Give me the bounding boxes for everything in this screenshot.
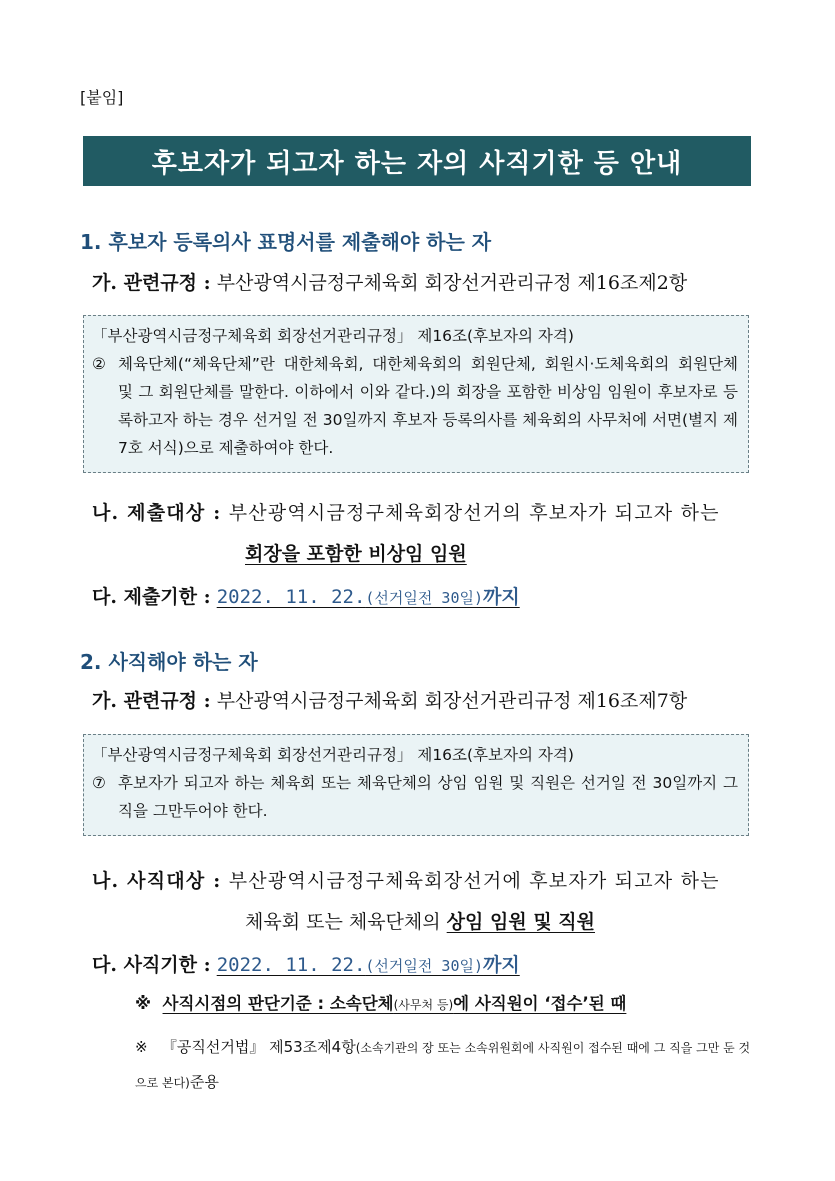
section2-box-header: 「부산광역시금정구체육회 회장선거관리규정」 제16조(후보자의 자격) <box>92 746 574 764</box>
section2-deadline-label: 다. 사직기한 : <box>92 954 211 976</box>
section2-target-text: 부산광역시금정구체육회장선거에 후보자가 되고자 하는 <box>228 870 720 892</box>
section2-rule-label: 가. 관련규정 : <box>92 690 211 712</box>
note1-text <box>163 994 627 1013</box>
section1-target-label: 나. 제출대상 : <box>92 502 222 524</box>
note-judgment-criteria <box>135 990 626 1014</box>
section2-heading: 2. 사직해야 하는 자 <box>80 650 258 674</box>
section2-target-line2 <box>245 907 595 934</box>
section2-deadline-value <box>217 954 520 976</box>
title-banner <box>83 136 751 186</box>
section1-deadline-label: 다. 제출기한 : <box>92 586 211 608</box>
section2-deadline-suffix: 까지 <box>483 954 520 976</box>
section1-target <box>92 498 720 525</box>
section1-target-text: 부산광역시금정구체육회장선거의 후보자가 되고자 하는 <box>228 502 720 524</box>
section1-target-line2 <box>245 539 467 566</box>
section2-regulation-box <box>83 734 749 836</box>
section1-box-header: 「부산광역시금정구체육회 회장선거관리규정」 제16조(후보자의 자격) <box>92 327 574 345</box>
note1-text-small: (사무처 등) <box>393 998 454 1012</box>
section2-deadline-date: 2022. 11. 22. <box>216 954 366 976</box>
section1-rule <box>92 268 687 295</box>
note-election-law <box>135 1030 755 1100</box>
note2-text-b: 준용 <box>189 1073 219 1091</box>
section1-rule-text: 부산광역시금정구체육회 회장선거관리규정 제16조제2항 <box>216 272 688 294</box>
section2-target <box>92 866 720 893</box>
note2-mark: ※ <box>135 1038 148 1056</box>
section2-box-number: ⑦ <box>92 774 106 792</box>
page-title: 후보자가 되고자 하는 자의 사직기한 등 안내 <box>151 148 683 179</box>
note1-text-b: 에 사직원이 ‘접수’된 때 <box>453 994 627 1013</box>
section2-target-pre: 체육회 또는 체육단체의 <box>245 911 441 933</box>
section1-target-emph: 회장을 포함한 비상임 임원 <box>245 543 467 565</box>
note1-mark: ※ <box>135 994 152 1013</box>
section1-deadline-suffix: 까지 <box>483 586 520 608</box>
section1-heading: 1. 후보자 등록의사 표명서를 제출해야 하는 자 <box>80 230 492 254</box>
section2-deadline-note: (선거일전 30일) <box>365 957 484 975</box>
note1-text-a: 사직시점의 판단기준 : 소속단체 <box>162 994 394 1013</box>
attachment-label: [붙임] <box>80 88 124 107</box>
section2-rule-text: 부산광역시금정구체육회 회장선거관리규정 제16조제7항 <box>216 690 688 712</box>
section2-rule <box>92 686 687 713</box>
section1-rule-label: 가. 관련규정 : <box>92 272 211 294</box>
section1-deadline-note: (선거일전 30일) <box>365 589 484 607</box>
section2-target-label: 나. 사직대상 : <box>92 870 222 892</box>
note2-text-small: (소속기관의 장 또는 소속위원회에 사직원이 접수된 때에 그 직을 그만 둔 것으로 본다) <box>135 1041 751 1090</box>
section1-regulation-box <box>83 315 749 473</box>
section1-deadline-value <box>217 586 520 608</box>
section2-target-emph: 상임 임원 및 직원 <box>446 911 595 933</box>
section2-deadline <box>92 950 520 977</box>
section1-box-number: ② <box>92 355 106 373</box>
section1-box-body: 체육단체(“체육단체”란 대한체육회, 대한체육회의 회원단체, 회원시·도체육회의 회원단체 및 그 회원단체를 말한다. 이하에서 이와 같다.)의 회장을 포함한 비상임 임원이 후보자로 등록하고자 하는 경우 선거일 전 30일까지 후보자 등록의사를 체육회의 사무처에 서면(별지 제7호 서식)으로 제출하여야 한다. <box>118 355 738 457</box>
section2-box-body: 후보자가 되고자 하는 체육회 또는 체육단체의 상임 임원 및 직원은 선거일 전 30일까지 그 직을 그만두어야 한다. <box>118 774 738 820</box>
section1-deadline-date: 2022. 11. 22. <box>216 586 366 608</box>
note2-text-a: 『공직선거법』 제53조제4항 <box>161 1038 356 1056</box>
section1-deadline <box>92 582 520 609</box>
